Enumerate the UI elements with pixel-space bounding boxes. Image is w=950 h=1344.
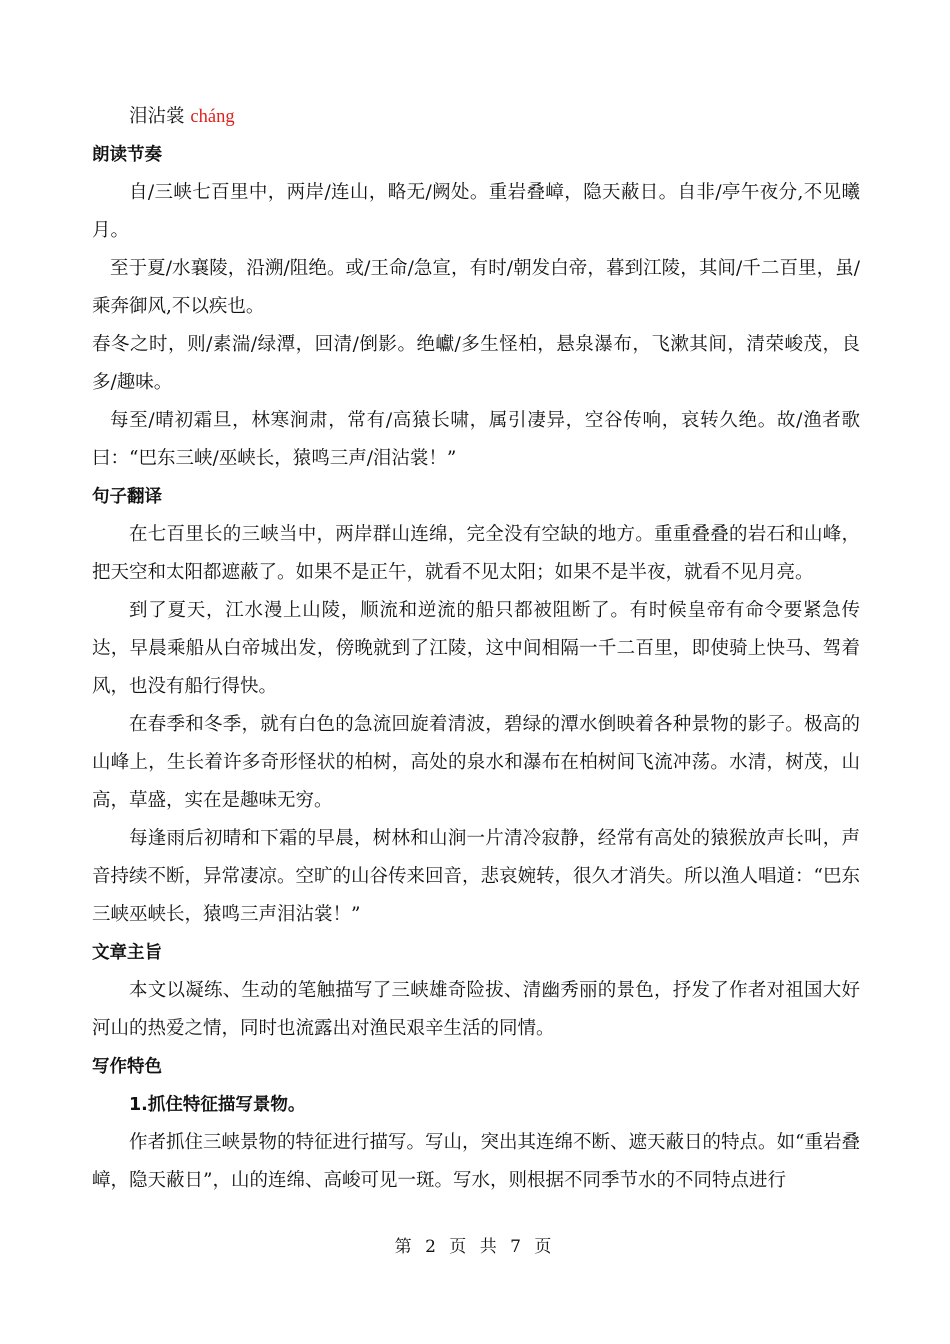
section-heading-translation: 句子翻译 [92, 487, 162, 507]
feature-paragraph: 作者抓住三峡景物的特征进行描写。写山，突出其连绵不断、遮天蔽日的特点。如“重岩叠嶂，隐天蔽日”，山的连绵、高峻可见一斑。写水，则根据不同季节水的不同特点进行 [92, 1132, 860, 1191]
reading-line: 至于夏/水襄陵，沿溯/阻绝。或/王命/急宣，有时/朝发白帝，暮到江陵，其间/千二百里，虽/乘奔御风,不以疾也。 [92, 258, 860, 317]
pinyin-annotation-line [92, 98, 860, 136]
page-number-footer: 第 2 页 共 7 页 [394, 1237, 556, 1257]
translation-paragraph: 到了夏天，江水漫上山陵，顺流和逆流的船只都被阻断了。有时候皇帝有命令要紧急传达，早晨乘船从白帝城出发，傍晚就到了江陵，这中间相隔一千二百里，即使骑上快马、驾着风，也没有船行得快。 [92, 600, 860, 697]
reading-line: 春冬之时，则/素湍/绿潭，回清/倒影。绝巘/多生怪柏，悬泉瀑布，飞漱其间，清荣峻茂，良多/趣味。 [92, 334, 860, 393]
section-heading-features: 写作特色 [92, 1057, 162, 1077]
translation-paragraph: 在春季和冬季，就有白色的急流回旋着清波，碧绿的潭水倒映着各种景物的影子。极高的山峰上，生长着许多奇形怪状的柏树，高处的泉水和瀑布在柏树间飞流冲荡。水清，树茂，山高，草盛，实在是趣味无穷。 [92, 714, 860, 811]
translation-paragraph: 每逢雨后初晴和下霜的早晨，树林和山涧一片清冷寂静，经常有高处的猿猴放声长叫，声音持续不断，异常凄凉。空旷的山谷传来回音，悲哀婉转，很久才消失。所以渔人唱道：“巴东三峡巫峡长，猿鸣三声泪沾裳！” [92, 828, 860, 925]
section-heading-reading: 朗读节奏 [92, 145, 162, 165]
reading-line: 自/三峡七百里中，两岸/连山，略无/阙处。重岩叠嶂，隐天蔽日。自非/亭午夜分,不见曦月。 [92, 182, 860, 241]
document-page [92, 98, 860, 1200]
reading-line: 每至/晴初霜旦，林寒涧肃，常有/高猿长啸，属引凄异，空谷传响，哀转久绝。故/渔者歌曰：“巴东三峡/巫峡长，猿鸣三声/泪沾裳！” [92, 410, 860, 469]
pinyin-text: cháng [190, 107, 235, 127]
annotated-word: 泪沾裳 [129, 106, 185, 127]
feature-subheading: 1.抓住特征描写景物。 [129, 1095, 306, 1115]
theme-paragraph: 本文以凝练、生动的笔触描写了三峡雄奇险拔、清幽秀丽的景色，抒发了作者对祖国大好河山的热爱之情，同时也流露出对渔民艰辛生活的同情。 [92, 980, 860, 1039]
translation-paragraph: 在七百里长的三峡当中，两岸群山连绵，完全没有空缺的地方。重重叠叠的岩石和山峰，把天空和太阳都遮蔽了。如果不是正午，就看不见太阳；如果不是半夜，就看不见月亮。 [92, 524, 860, 583]
section-heading-theme: 文章主旨 [92, 943, 162, 963]
